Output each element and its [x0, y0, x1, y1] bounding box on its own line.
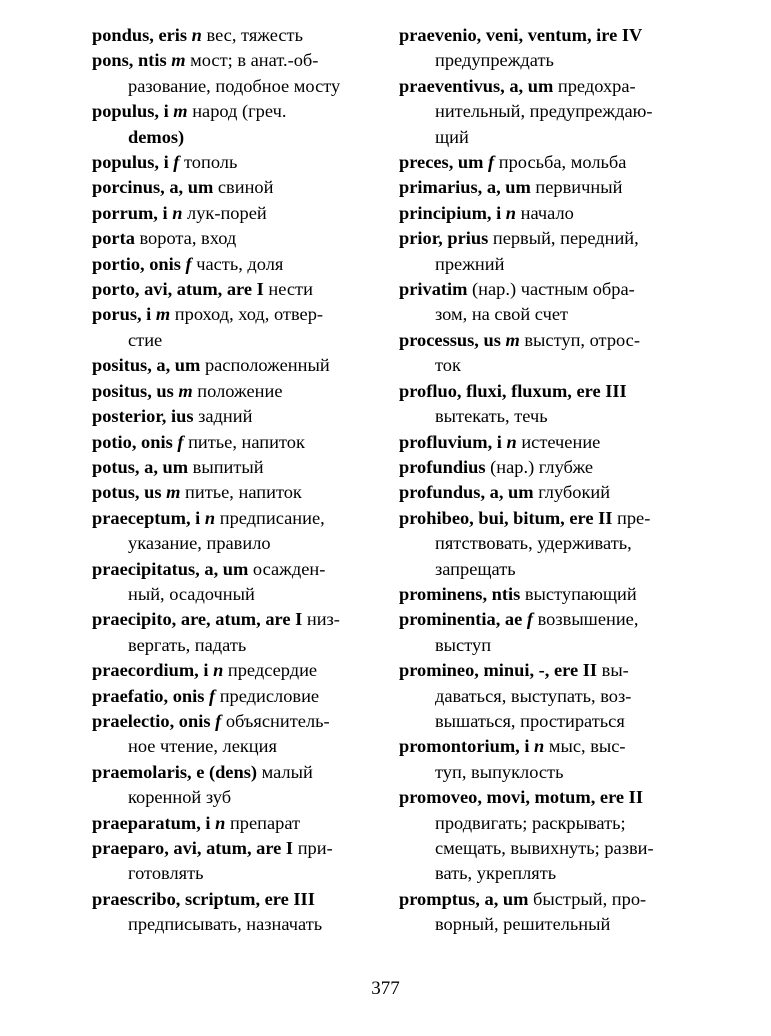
dictionary-entry — [399, 887, 689, 938]
dictionary-entry — [399, 201, 689, 226]
entry-first-line — [399, 201, 689, 226]
definition-text: мост; в анат.-об- — [185, 50, 319, 71]
definition-text: питье, напиток — [180, 482, 302, 503]
entry-continuation-line — [92, 785, 382, 810]
entry-continuation-line — [399, 531, 689, 556]
definition-text: при- — [293, 838, 333, 858]
headword: positus, a, um — [92, 355, 201, 376]
gender-marker: f — [215, 710, 222, 731]
headword: privatim — [399, 279, 468, 300]
dictionary-entry — [399, 328, 689, 379]
entry-first-line — [92, 226, 382, 251]
definition-text: щий — [435, 126, 469, 147]
page-number: 377 — [371, 978, 400, 999]
gender-marker: m — [155, 304, 171, 325]
dictionary-entry — [399, 175, 689, 200]
dictionary-entry — [92, 557, 382, 608]
headword: porus, i — [92, 304, 156, 325]
entry-continuation-line — [399, 302, 689, 327]
entry-first-line — [92, 150, 382, 175]
entry-first-line — [92, 684, 382, 709]
definition-text: разование, подобное мосту — [128, 75, 341, 96]
entry-first-line — [92, 836, 382, 861]
entry-continuation-line — [92, 328, 382, 353]
dictionary-entry — [399, 150, 689, 175]
headword: promontorium, i — [399, 736, 535, 757]
entry-first-line — [399, 175, 689, 200]
headword: prior, prius — [399, 228, 489, 249]
headword: potus, us — [92, 482, 167, 503]
definition-text: начало — [516, 202, 574, 223]
entry-first-line — [92, 175, 382, 200]
gender-marker: n — [215, 812, 226, 833]
definition-text: запрещать — [435, 558, 516, 579]
entry-first-line — [92, 252, 382, 277]
definition-text: (нар.) частным обра- — [467, 279, 635, 300]
definition-text: нести — [263, 279, 313, 300]
headword: porcinus, a, um — [92, 177, 214, 198]
dictionary-entry — [399, 379, 689, 430]
entry-first-line — [399, 480, 689, 505]
headword: praeceptum, i — [92, 507, 205, 528]
definition-text: лук-порей — [182, 202, 267, 223]
entry-continuation-line — [399, 404, 689, 429]
entry-continuation-line — [92, 582, 382, 607]
gender-marker: n — [172, 202, 183, 223]
dictionary-entry — [399, 506, 689, 582]
dictionary-entry — [92, 404, 382, 429]
entry-first-line — [399, 379, 689, 404]
entry-continuation-line — [399, 633, 689, 658]
entry-continuation-line — [399, 557, 689, 582]
entry-first-line — [92, 607, 382, 632]
entry-first-line — [92, 480, 382, 505]
headword: profundus, a, um — [399, 482, 534, 503]
entry-first-line — [399, 430, 689, 455]
entry-continuation-line — [399, 99, 689, 124]
dictionary-entry — [92, 99, 382, 150]
entry-first-line — [92, 201, 382, 226]
entry-first-line — [92, 506, 382, 531]
dictionary-entry — [92, 302, 382, 353]
definition-text: смещать, вывихнуть; разви- — [435, 838, 654, 858]
definition-text: предохра- — [553, 75, 636, 96]
dictionary-entry — [92, 709, 382, 760]
entry-continuation-line — [92, 861, 382, 886]
dictionary-entry — [92, 480, 382, 505]
entry-continuation-line — [399, 836, 689, 861]
entry-first-line — [399, 887, 689, 912]
headword: populus, i — [92, 101, 174, 122]
definition-text: прежний — [435, 253, 505, 274]
definition-text: пре- — [612, 507, 651, 528]
dictionary-entry — [92, 175, 382, 200]
entry-continuation-line — [399, 709, 689, 734]
headword: profundius — [399, 456, 486, 477]
definition-text: мыс, выс- — [544, 736, 626, 757]
definition-text: зом, на свой счет — [435, 304, 569, 325]
entry-continuation-line — [399, 252, 689, 277]
definition-text: выпитый — [188, 456, 264, 477]
entry-continuation-line — [92, 734, 382, 759]
dictionary-entry — [399, 582, 689, 607]
definition-text: коренной зуб — [128, 787, 232, 808]
headword: praelectio, onis — [92, 710, 216, 731]
definition-text: часть, доля — [191, 253, 284, 274]
definition-text: расположенный — [200, 355, 330, 376]
headword: pons, ntis — [92, 50, 172, 71]
entry-first-line — [399, 74, 689, 99]
definition-text: низ- — [302, 609, 340, 630]
headword: porta — [92, 228, 135, 249]
headword: praemolaris, e (dens) — [92, 761, 257, 782]
dictionary-entry — [92, 455, 382, 480]
entry-first-line — [92, 277, 382, 302]
gender-marker: n — [213, 660, 224, 681]
dictionary-entry — [92, 48, 382, 99]
headword: prohibeo, bui, bitum, ere II — [399, 507, 613, 528]
headword: positus, us — [92, 380, 179, 401]
definition-text: проход, ход, отвер- — [170, 304, 324, 325]
definition-text: туп, выпуклость — [435, 761, 564, 782]
definition-text: (нар.) глубже — [485, 456, 594, 477]
definition-text: вергать, падать — [128, 634, 247, 655]
definition-text: тополь — [179, 152, 238, 173]
definition-text: вытекать, течь — [435, 406, 548, 427]
definition-text: вес, тяжесть — [201, 25, 303, 45]
entry-continuation-line — [92, 74, 382, 99]
entry-continuation-line — [399, 912, 689, 937]
headword: porrum, i — [92, 202, 173, 223]
definition-text: малый — [256, 761, 313, 782]
headword: praecordium, i — [92, 660, 214, 681]
headword: demos) — [128, 126, 185, 147]
entry-first-line — [92, 658, 382, 683]
definition-text: вы- — [597, 660, 629, 681]
entry-first-line — [399, 226, 689, 251]
definition-text: быстрый, про- — [528, 888, 647, 909]
headword: praefatio, onis — [92, 685, 209, 706]
dictionary-entry — [92, 379, 382, 404]
gender-marker: f — [208, 685, 216, 706]
definition-text: предсердие — [223, 660, 318, 681]
dictionary-entry — [399, 277, 689, 328]
definition-text: вать, укреплять — [435, 863, 557, 884]
headword: principium, i — [399, 202, 506, 223]
right-column — [399, 23, 689, 938]
entry-continuation-line — [399, 811, 689, 836]
dictionary-entry — [92, 277, 382, 302]
entry-continuation-line — [92, 633, 382, 658]
entry-first-line — [92, 48, 382, 73]
definition-text: свиной — [213, 177, 274, 198]
entry-first-line — [92, 455, 382, 480]
headword: praevenio, veni, ventum, ire IV — [399, 25, 643, 45]
headword: praeventivus, a, um — [399, 75, 554, 96]
entry-first-line — [92, 404, 382, 429]
entry-first-line — [92, 557, 382, 582]
headword: promptus, a, um — [399, 888, 529, 909]
dictionary-entry — [399, 480, 689, 505]
dictionary-entry — [399, 455, 689, 480]
dictionary-entry — [92, 226, 382, 251]
gender-marker: f — [173, 152, 180, 173]
dictionary-entry — [92, 506, 382, 557]
gender-marker: f — [177, 431, 184, 452]
gender-marker: n — [505, 202, 517, 223]
definition-text: выступ, отрос- — [519, 329, 640, 350]
definition-text: выступ — [435, 634, 492, 655]
entry-first-line — [92, 353, 382, 378]
headword: profluvium, i — [399, 431, 507, 452]
entry-first-line — [399, 455, 689, 480]
dictionary-entry — [399, 74, 689, 150]
entry-first-line — [399, 734, 689, 759]
definition-text: готовлять — [128, 863, 204, 884]
definition-text: ток — [435, 355, 461, 376]
entry-first-line — [399, 23, 689, 48]
entry-continuation-line — [92, 125, 382, 150]
definition-text: питье, напиток — [183, 431, 305, 452]
definition-text: указание, правило — [128, 533, 271, 554]
dictionary-entry — [399, 430, 689, 455]
headword: pondus, eris — [92, 25, 192, 45]
headword: populus, i — [92, 152, 174, 173]
definition-text: первый, передний, — [488, 228, 639, 249]
dictionary-entry — [92, 430, 382, 455]
entry-continuation-line — [92, 912, 382, 937]
dictionary-entry — [92, 607, 382, 658]
entry-continuation-line — [399, 760, 689, 785]
dictionary-entry — [92, 887, 382, 938]
headword: praeparatum, i — [92, 812, 216, 833]
entry-first-line — [92, 23, 382, 48]
dictionary-entry — [399, 734, 689, 785]
definition-text: ное чтение, лекция — [128, 736, 277, 757]
left-column — [92, 23, 382, 938]
definition-text: осажден- — [248, 558, 326, 579]
definition-text: народ (греч. — [187, 101, 287, 122]
gender-marker: f — [526, 609, 534, 630]
definition-text: истечение — [516, 431, 601, 452]
headword: profluo, fluxi, fluxum, ere III — [399, 380, 627, 401]
dictionary-entry — [399, 658, 689, 734]
headword: prominentia, ae — [399, 609, 527, 630]
definition-text: нительный, предупреждаю- — [435, 101, 653, 122]
definition-text: стие — [128, 329, 163, 350]
definition-text: даваться, выступать, воз- — [435, 685, 632, 706]
entry-first-line — [92, 302, 382, 327]
definition-text: задний — [193, 406, 253, 427]
entry-continuation-line — [92, 531, 382, 556]
dictionary-entry — [92, 684, 382, 709]
entry-first-line — [92, 709, 382, 734]
definition-text: просьба, мольба — [494, 152, 627, 173]
gender-marker: f — [185, 253, 192, 274]
entry-first-line — [399, 506, 689, 531]
definition-text: продвигать; раскрывать; — [435, 812, 626, 833]
headword: promineo, minui, -, ere II — [399, 660, 598, 681]
dictionary-entry — [92, 150, 382, 175]
dictionary-entry — [92, 760, 382, 811]
definition-text: ворный, решительный — [435, 914, 611, 935]
headword: porto, avi, atum, are I — [92, 279, 264, 300]
dictionary-entry — [92, 353, 382, 378]
headword: primarius, a, um — [399, 177, 531, 198]
headword: praecipito, are, atum, are I — [92, 609, 303, 630]
dictionary-entry — [92, 811, 382, 836]
headword: processus, us — [399, 329, 506, 350]
definition-text: вышаться, простираться — [435, 710, 625, 731]
entry-first-line — [92, 99, 382, 124]
entry-continuation-line — [399, 353, 689, 378]
headword: potio, onis — [92, 431, 178, 452]
definition-text: предписание, — [215, 507, 325, 528]
dictionary-entry — [92, 252, 382, 277]
entry-continuation-line — [399, 48, 689, 73]
headword: potus, a, um — [92, 456, 189, 477]
entry-first-line — [399, 785, 689, 810]
headword: praescribo, scriptum, ere III — [92, 888, 315, 909]
definition-text: предисловие — [215, 685, 320, 706]
headword: preces, um — [399, 152, 489, 173]
headword: praeparo, avi, atum, are I — [92, 838, 294, 858]
entry-continuation-line — [399, 125, 689, 150]
dictionary-entry — [399, 607, 689, 658]
entry-first-line — [399, 277, 689, 302]
entry-first-line — [92, 760, 382, 785]
dictionary-entry — [92, 201, 382, 226]
gender-marker: f — [488, 152, 495, 173]
entry-first-line — [399, 328, 689, 353]
definition-text: объяснитель- — [221, 710, 330, 731]
entry-first-line — [92, 887, 382, 912]
headword: praecipitatus, a, um — [92, 558, 249, 579]
dictionary-entry — [92, 658, 382, 683]
entry-first-line — [92, 379, 382, 404]
entry-first-line — [399, 607, 689, 632]
definition-text: глубокий — [533, 482, 611, 503]
definition-text: пятствовать, удерживать, — [435, 533, 632, 554]
gender-marker: n — [506, 431, 517, 452]
entry-continuation-line — [399, 684, 689, 709]
dictionary-entry — [92, 836, 382, 887]
dictionary-entry — [399, 785, 689, 887]
gender-marker: m — [171, 50, 186, 71]
definition-text: возвышение, — [533, 609, 639, 630]
entry-first-line — [399, 582, 689, 607]
definition-text: препарат — [225, 812, 301, 833]
headword: promoveo, movi, motum, ere II — [399, 787, 643, 808]
gender-marker: m — [505, 329, 520, 350]
gender-marker: n — [191, 25, 202, 45]
entry-continuation-line — [399, 861, 689, 886]
entry-first-line — [92, 430, 382, 455]
entry-first-line — [92, 811, 382, 836]
definition-text: первичный — [530, 177, 623, 198]
gender-marker: m — [173, 101, 188, 122]
gender-marker: m — [166, 482, 181, 503]
headword: posterior, ius — [92, 406, 194, 427]
dictionary-entry — [92, 23, 382, 48]
definition-text: ворота, вход — [134, 228, 237, 249]
gender-marker: n — [534, 736, 545, 757]
definition-text: положение — [192, 380, 283, 401]
headword: prominens, ntis — [399, 583, 521, 604]
dictionary-entry — [399, 23, 689, 74]
headword: portio, onis — [92, 253, 186, 274]
gender-marker: m — [178, 380, 193, 401]
dictionary-entry — [399, 226, 689, 277]
definition-text: выступающий — [520, 583, 637, 604]
definition-text: предписывать, назначать — [128, 914, 323, 935]
entry-first-line — [399, 658, 689, 683]
gender-marker: n — [204, 507, 216, 528]
entry-first-line — [399, 150, 689, 175]
definition-text: ный, осадочный — [128, 583, 255, 604]
definition-text: предупреждать — [435, 50, 554, 71]
